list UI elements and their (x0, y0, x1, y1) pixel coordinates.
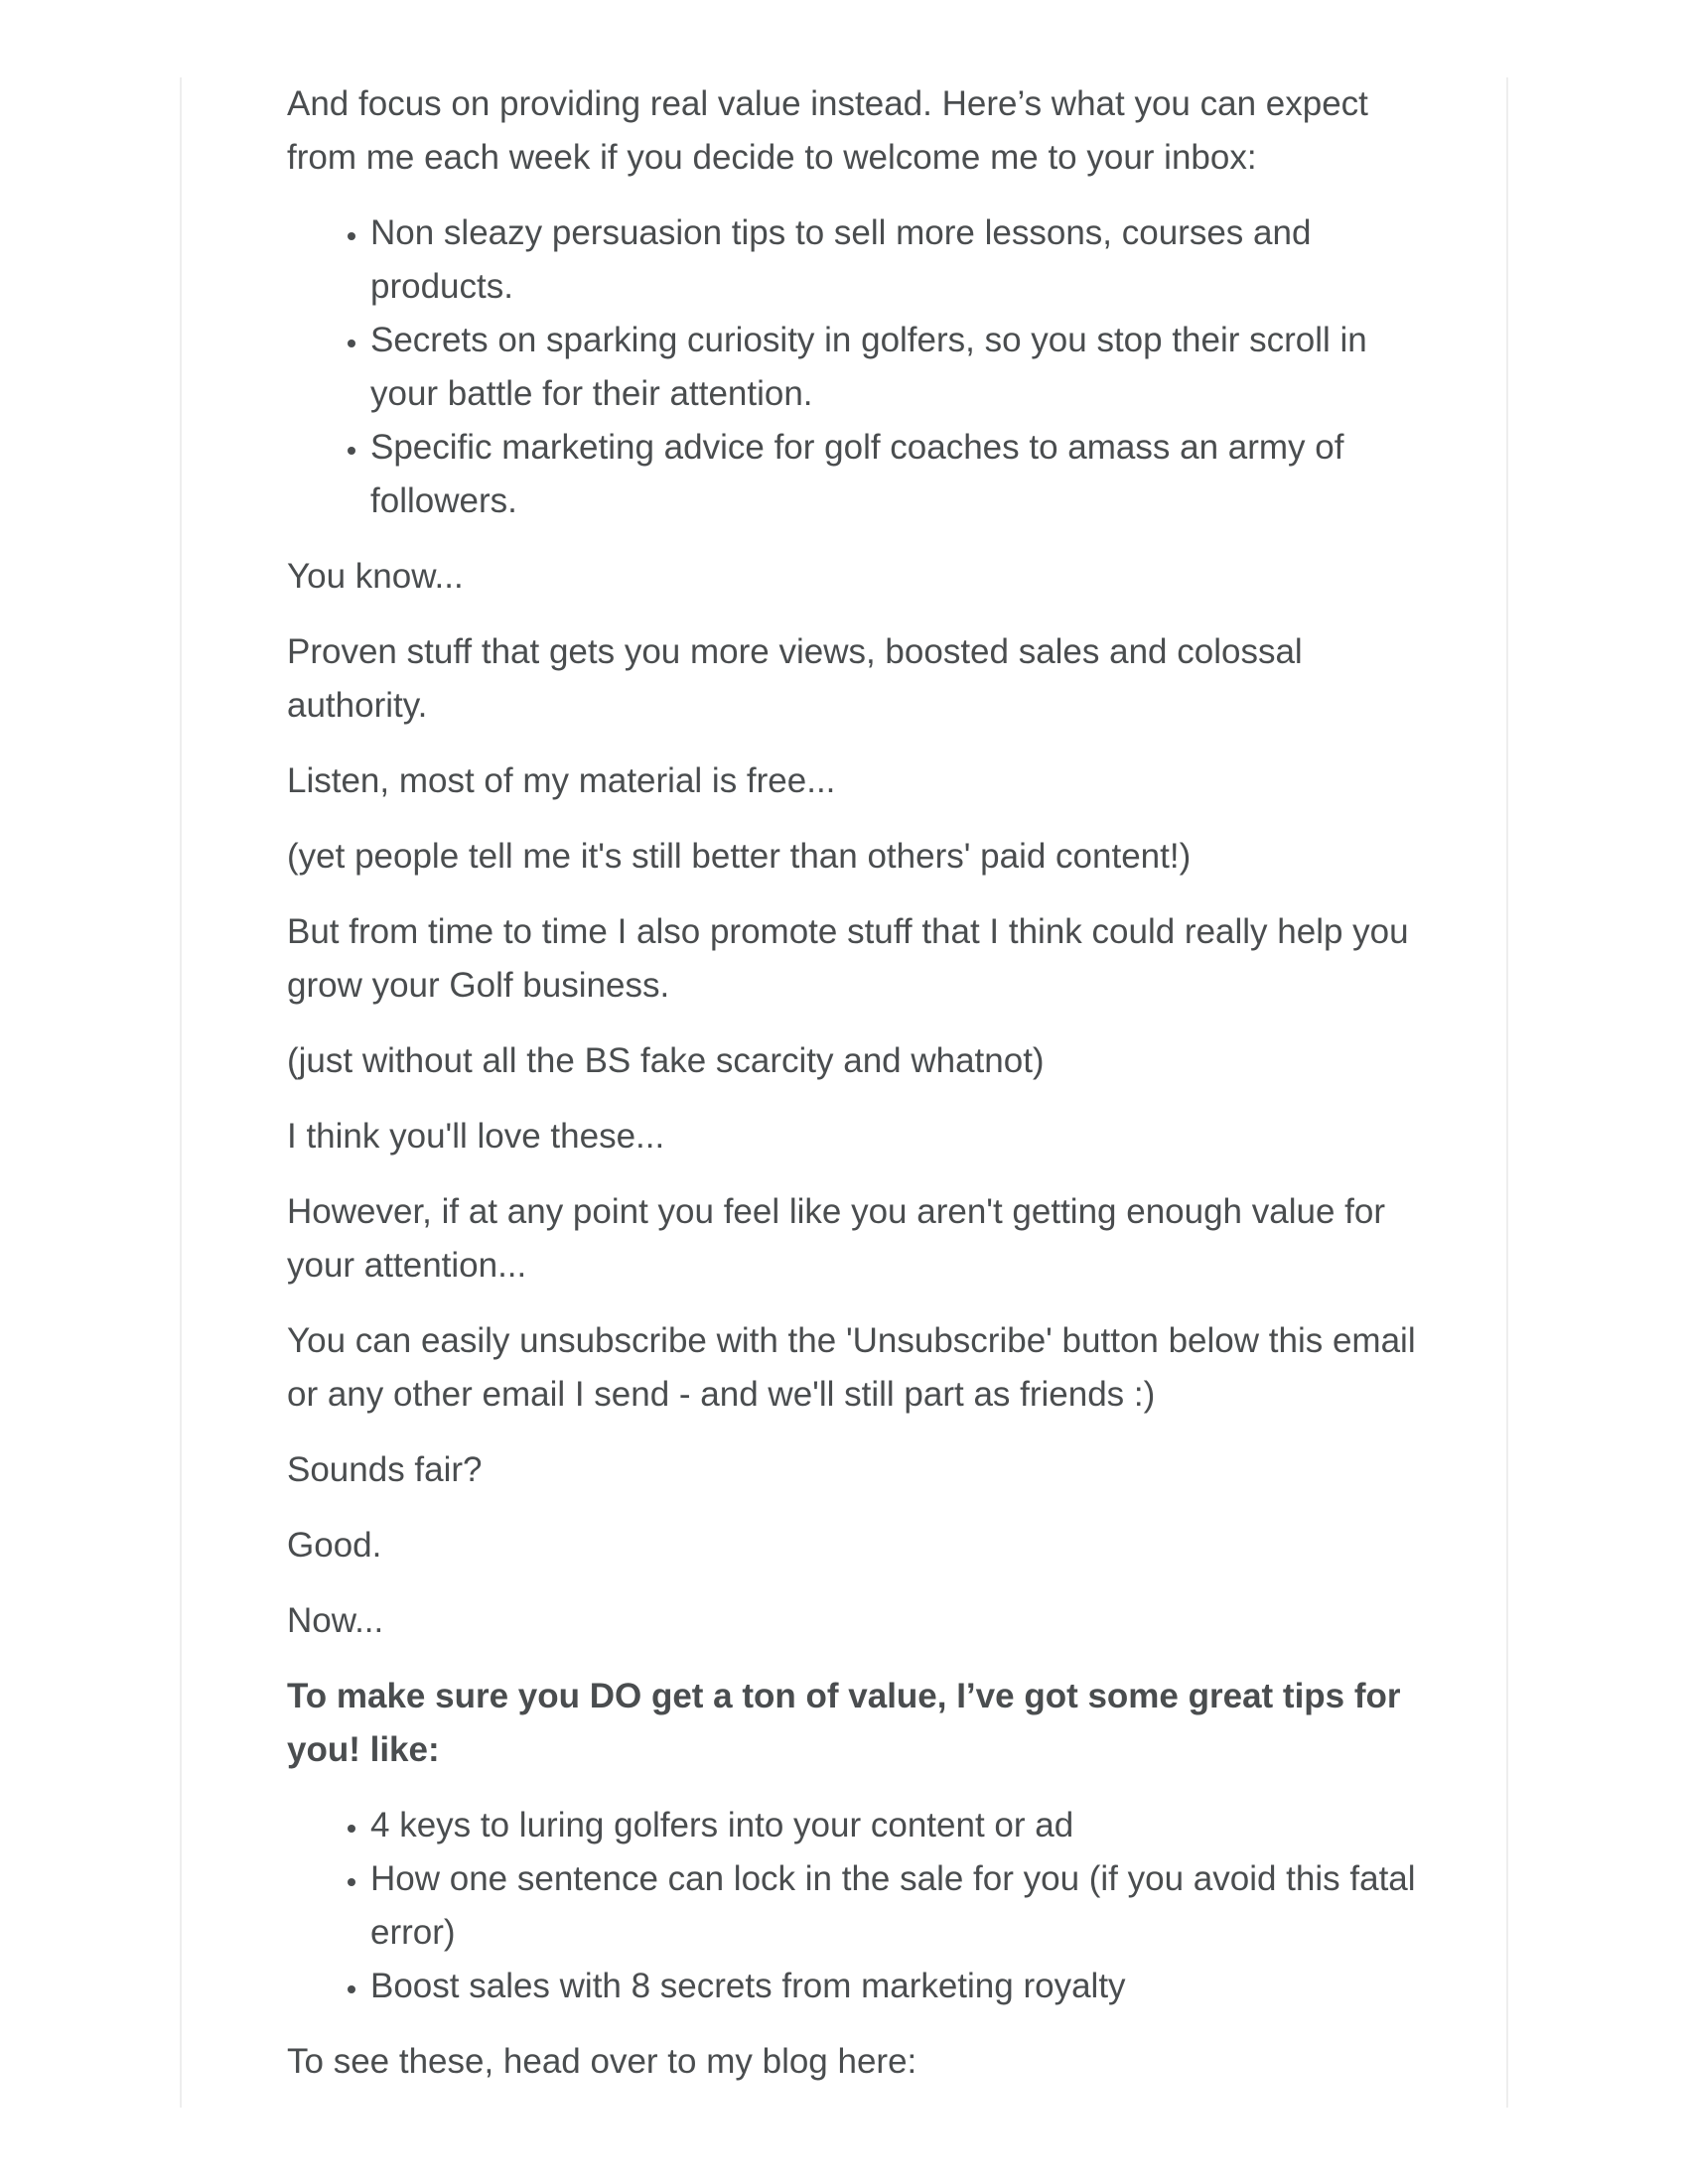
intro-paragraph: And focus on providing real value instead. Here’s what you can expect from me each week if you decide to welcome me to your inbox: (287, 84, 1368, 177)
tips-list (287, 1799, 1419, 2013)
paragraph-now: Now... (287, 1601, 384, 1640)
paragraph-yet: (yet people tell me it's still better than others' paid content!) (287, 837, 1192, 876)
paragraph-proven: Proven stuff that gets you more views, boosted sales and colossal authority. (287, 632, 1303, 725)
expect-list (287, 206, 1419, 528)
paragraph-good: Good. (287, 1526, 382, 1565)
paragraph-just: (just without all the BS fake scarcity and whatnot) (287, 1041, 1045, 1080)
list-item: • How one sentence can lock in the sale for you (if you avoid this fatal error) (370, 1852, 1419, 1960)
list-item: • Non sleazy persuasion tips to sell more lessons, courses and products. (370, 206, 1419, 314)
paragraph-however: However, if at any point you feel like you aren't getting enough value for your attention... (287, 1192, 1385, 1285)
paragraph-think: I think you'll love these... (287, 1117, 665, 1156)
list-item: • Specific marketing advice for golf coaches to amass an army of followers. (370, 421, 1419, 528)
paragraph-bold-tips: To make sure you DO get a ton of value, I’ve got some great tips for you! like: (287, 1677, 1401, 1769)
email-body (287, 77, 1419, 2111)
paragraph-but: But from time to time I also promote stuff that I think could really help you grow your Golf business. (287, 912, 1409, 1005)
paragraph-listen: Listen, most of my material is free... (287, 761, 836, 800)
list-item: • Boost sales with 8 secrets from marketing royalty (370, 1960, 1419, 2013)
paragraph-see-blog: To see these, head over to my blog here: (287, 2042, 917, 2081)
list-item: • Secrets on sparking curiosity in golfers, so you stop their scroll in your battle for their attention. (370, 314, 1419, 421)
paragraph-unsubscribe: You can easily unsubscribe with the 'Unsubscribe' button below this email or any other email I send - and we'll still part as friends :) (287, 1321, 1416, 1414)
list-item: • 4 keys to luring golfers into your content or ad (370, 1799, 1419, 1852)
paragraph-sounds-fair: Sounds fair? (287, 1450, 483, 1489)
paragraph-you-know: You know... (287, 557, 464, 596)
